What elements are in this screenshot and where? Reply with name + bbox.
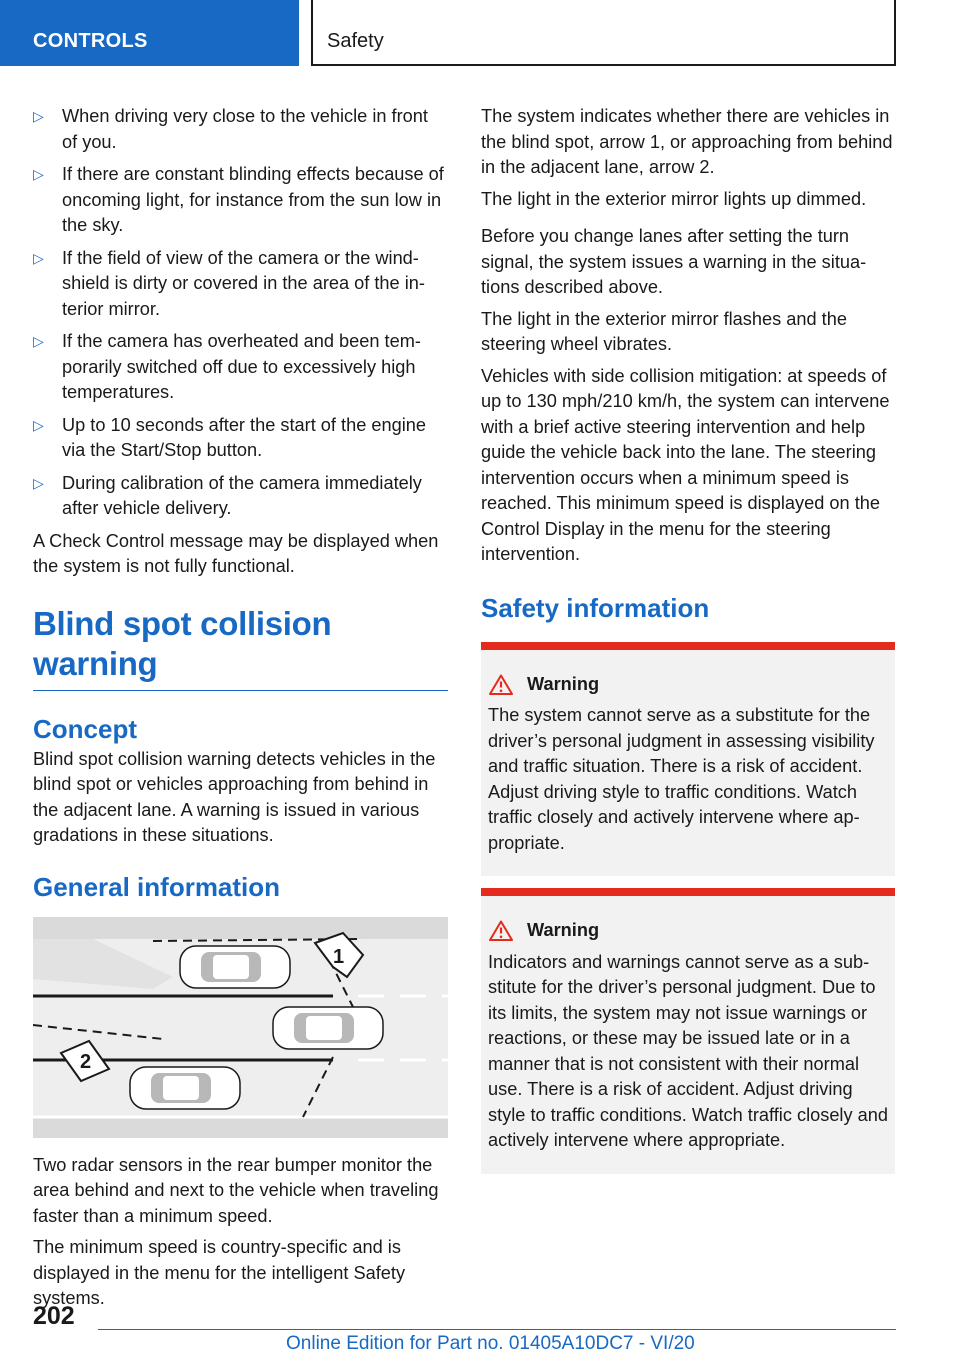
triangle-bullet-icon: ▷ xyxy=(33,474,44,491)
limitation-list xyxy=(33,104,448,522)
warning-box xyxy=(481,888,895,1174)
warning-text: Indicators and warnings cannot serve as a substitute for the driver’s personal judgment. Due to its limits, the system may not issue warnings or reactions, or these may be issued late or in a manner that is not consistent with their normal use. There is a risk of accident. Adjust driving style to traffic conditions. Watch traffic closely and actively intervene where appropriate. xyxy=(488,951,888,1150)
indication-text: The system indicates whether there are vehicles in the blind spot, arrow 1, or approaching from behind in the adjacent lane, arrow 2. xyxy=(481,106,893,177)
side-collision-text: Vehicles with side collision mitigation: at speeds of up to 130 mph/210 km/h, the system can intervene with a brief active steering intervention and help guide the vehicle back into the lane. The steering intervention occurs when a minimum speed is reached. This minimum speed is displayed on the Control Display in the menu for the steering intervention. xyxy=(481,365,890,564)
page-number: 202 xyxy=(33,1302,75,1330)
radar-sensors-text: Two radar sensors in the rear bumper monitor the area behind and next to the vehicle when traveling faster than a minimum speed. xyxy=(33,1154,439,1226)
section-title: Blind spot collision warning xyxy=(33,604,448,691)
warning-box xyxy=(481,642,895,877)
warning-title: Warning xyxy=(527,673,600,694)
list-item: ▷ Up to 10 seconds after the start of the engine via the Start/Stop button. xyxy=(33,414,426,460)
header-chapter-box xyxy=(311,0,896,66)
right-column xyxy=(481,104,895,1174)
header-section-tab xyxy=(0,0,299,66)
triangle-bullet-icon: ▷ xyxy=(33,333,44,349)
footer-divider xyxy=(98,1329,896,1330)
triangle-bullet-icon: ▷ xyxy=(33,416,44,433)
triangle-bullet-icon: ▷ xyxy=(33,166,44,182)
footer-edition: Online Edition for Part no. 01405A10DC7 - VI/20 xyxy=(286,1333,695,1354)
warning-triangle-icon xyxy=(489,674,513,695)
minimum-speed-text: The minimum speed is country-specific and is displayed in the menu for the intelligent Safety systems. xyxy=(33,1237,406,1308)
lane-change-text: Before you change lanes after setting the turn signal, the system issues a warning in the situations described above. xyxy=(481,226,867,297)
list-item: ▷ During calibration of the camera immediately after vehicle delivery. xyxy=(33,472,422,518)
car-approaching-icon xyxy=(130,1067,240,1109)
triangle-bullet-icon: ▷ xyxy=(33,249,44,266)
warning-text: The system cannot serve as a substitute for the driver’s personal judgment in assessing visibility and traffic situation. There is a risk of accident. Adjust driving style to traffic conditions. Watch traffic closely and actively intervene where appropriate. xyxy=(488,705,875,853)
svg-text:1: 1 xyxy=(333,945,345,968)
triangle-bullet-icon: ▷ xyxy=(33,108,44,124)
left-column xyxy=(33,104,448,1318)
safety-information-heading: Safety information xyxy=(481,592,710,623)
warning-triangle-icon xyxy=(489,920,513,941)
svg-text:2: 2 xyxy=(80,1050,92,1073)
check-control-note: A Check Control message may be displayed when the system is not fully functional. xyxy=(33,530,439,576)
header-section-label: CONTROLS xyxy=(33,30,148,52)
concept-heading: Concept xyxy=(33,713,137,744)
list-item: ▷ If the field of view of the camera or the windshield is dirty or covered in the area of the interior mirror. xyxy=(33,247,425,319)
general-information-heading: General information xyxy=(33,871,281,902)
list-item: ▷ If there are constant blinding effects because of oncoming light, for instance from the sun low in the sky. xyxy=(33,164,444,235)
warning-title: Warning xyxy=(527,920,600,940)
concept-text: Blind spot collision warning detects vehicles in the blind spot or vehicles approaching from behind in the adjacent lane. A warning is issued in various gradations in these situations. xyxy=(33,748,436,845)
header-chapter-label: Safety xyxy=(327,30,384,52)
light-dimmed-text: The light in the exterior mirror lights up dimmed. xyxy=(481,188,867,209)
list-item: ▷ If the camera has overheated and been temporarily switched off due to excessively high temperatures. xyxy=(33,331,421,402)
light-flashes-text: The light in the exterior mirror flashes and the steering wheel vibrates. xyxy=(481,308,847,354)
blind-spot-illustration xyxy=(33,917,448,1138)
car-blind-spot-icon xyxy=(180,946,290,988)
list-item: ▷ When driving very close to the vehicle in front of you. xyxy=(33,106,428,152)
car-own-vehicle-icon xyxy=(273,1007,383,1049)
